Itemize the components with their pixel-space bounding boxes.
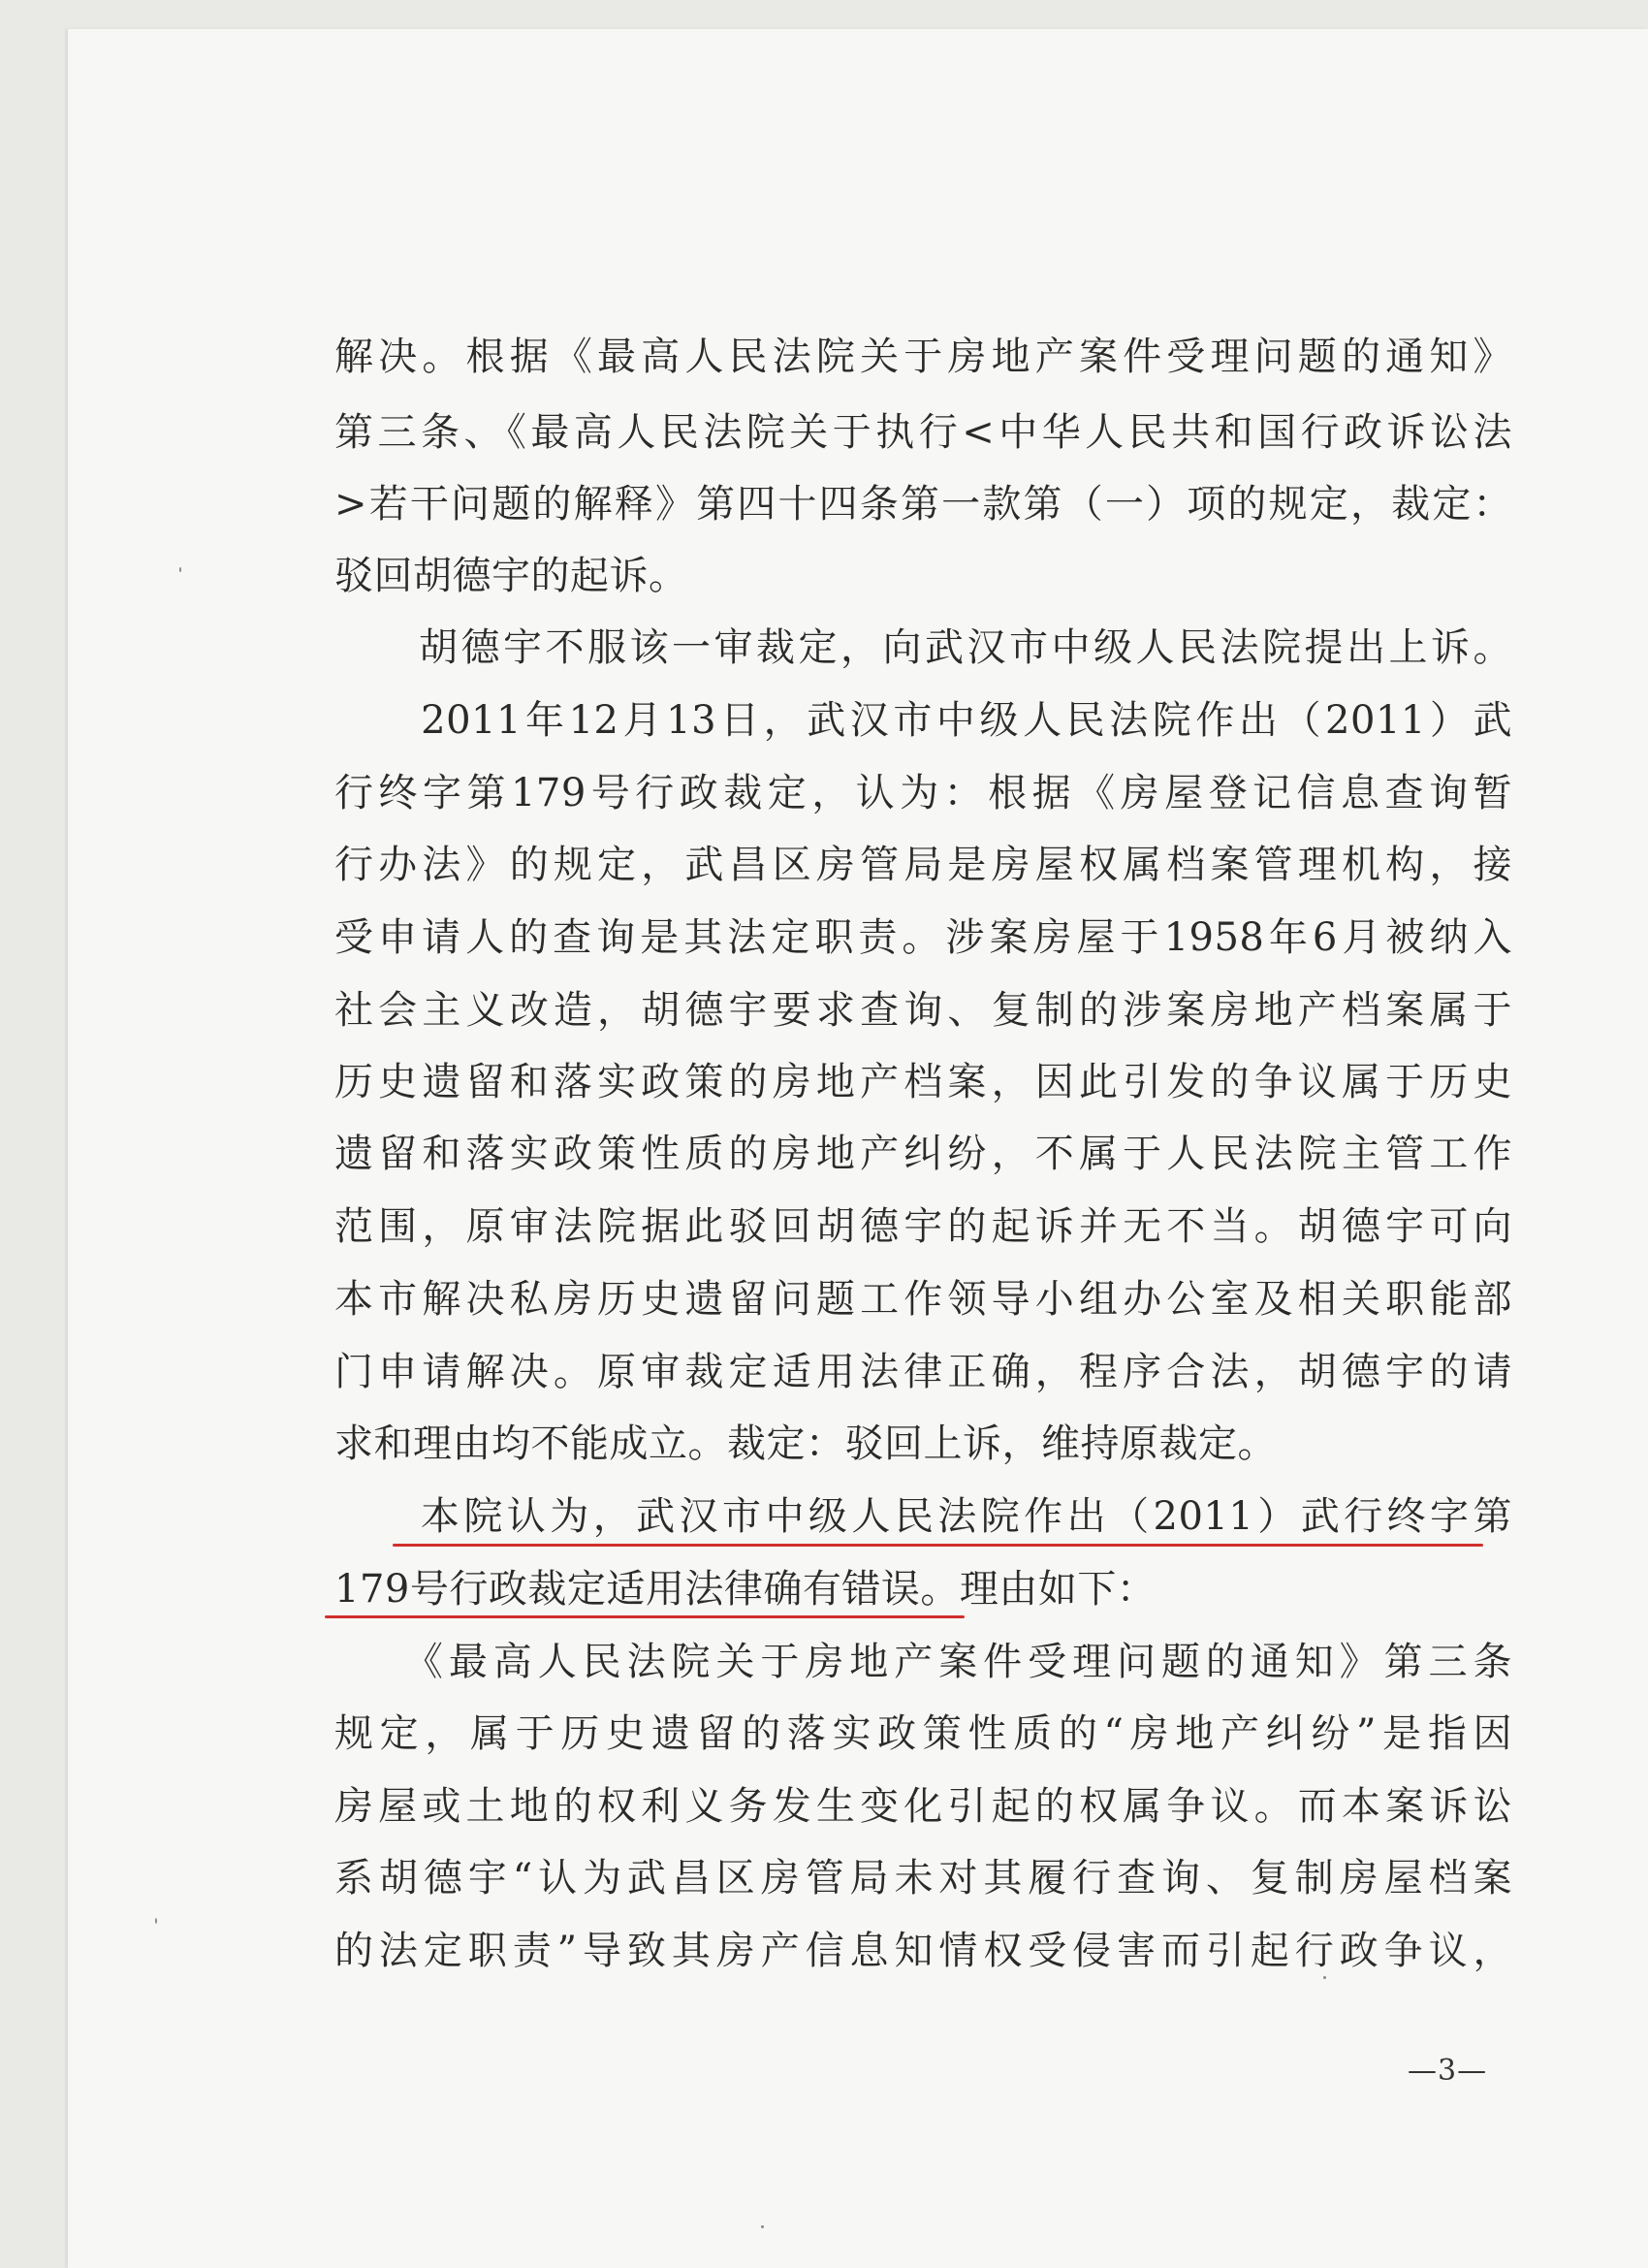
body-line: 门申请解决。原审裁定适用法律正确，程序合法，胡德宇的请	[334, 1350, 1512, 1394]
body-line: 的法定职责”导致其房产信息知情权受侵害而引起行政争议，	[334, 1929, 1512, 1973]
body-line: >若干问题的解释》第四十四条第一款第（一）项的规定，裁定：	[334, 482, 1512, 527]
body-line: 房屋或土地的权利义务发生变化引起的权属争议。而本案诉讼	[334, 1784, 1512, 1829]
red-underline-mark	[393, 1544, 1483, 1547]
body-line: 行终字第179号行政裁定，认为：根据《房屋登记信息查询暂	[334, 771, 1512, 815]
body-line: 解决。根据《最高人民法院关于房地产案件受理问题的通知》	[334, 335, 1512, 379]
body-line: 受申请人的查询是其法定职责。涉案房屋于1958年6月被纳入	[334, 915, 1512, 960]
body-line: 系胡德宇“认为武昌区房管局未对其履行查询、复制房屋档案	[334, 1856, 1512, 1901]
body-line: 求和理由均不能成立。裁定：驳回上诉，维持原裁定。	[334, 1421, 1277, 1466]
page-number: —3—	[1408, 2054, 1488, 2088]
body-line: 范围，原审法院据此驳回胡德宇的起诉并无不当。胡德宇可向	[334, 1204, 1512, 1249]
body-line: 历史遗留和落实政策的房地产档案，因此引发的争议属于历史	[334, 1060, 1512, 1104]
highlighted-line: 本院认为，武汉市中级人民法院作出（2011）武行终字第	[334, 1494, 1512, 1539]
highlighted-line: 179号行政裁定适用法律确有错误。理由如下：	[334, 1567, 1157, 1612]
red-underline-mark	[325, 1615, 965, 1618]
body-line: 胡德宇不服该一审裁定，向武汉市中级人民法院提出上诉。	[334, 625, 1512, 670]
body-line: 驳回胡德宇的起诉。	[334, 554, 688, 598]
scan-speck	[761, 2225, 764, 2228]
body-line: 行办法》的规定，武昌区房管局是房屋权属档案管理机构，接	[334, 843, 1512, 887]
scan-speck	[155, 1918, 157, 1924]
body-line: 规定，属于历史遗留的落实政策性质的“房地产纠纷”是指因	[334, 1711, 1512, 1756]
body-line: 本市解决私房历史遗留问题工作领导小组办公室及相关职能部	[334, 1277, 1512, 1322]
body-line: 《最高人民法院关于房地产案件受理问题的通知》第三条	[334, 1640, 1512, 1684]
body-line: 2011年12月13日，武汉市中级人民法院作出（2011）武	[334, 698, 1512, 743]
body-line: 社会主义改造，胡德宇要求查询、复制的涉案房地产档案属于	[334, 988, 1512, 1033]
body-line: 第三条、《最高人民法院关于执行<中华人民共和国行政诉讼法	[334, 410, 1512, 455]
scan-speck	[179, 567, 181, 572]
body-line: 遗留和落实政策性质的房地产纠纷，不属于人民法院主管工作	[334, 1132, 1512, 1176]
